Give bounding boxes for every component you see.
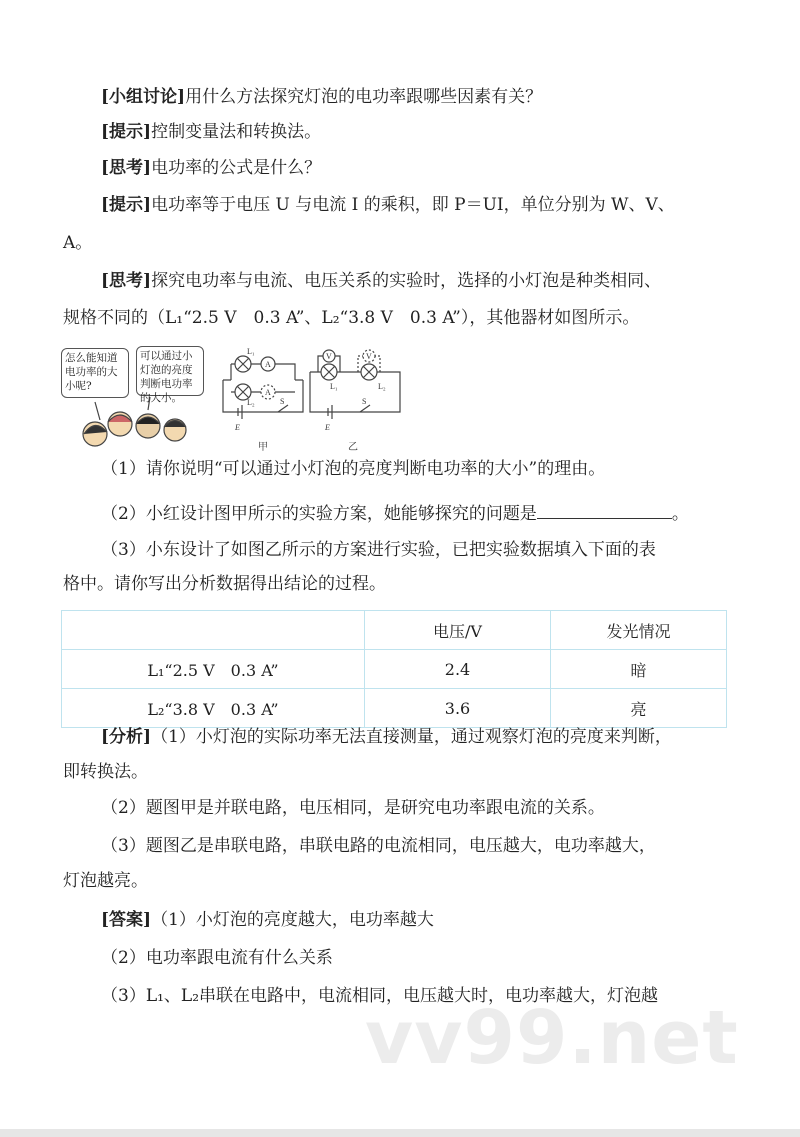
header-cell: 电压/V (365, 611, 551, 650)
analysis-3-continuation: 灯泡越亮。 (63, 871, 148, 891)
source-label: E (325, 423, 330, 432)
cell: L₁“2.5 V 0.3 A” (62, 650, 365, 689)
l1-label: L₁ (247, 347, 255, 356)
experiment-figure (60, 342, 420, 460)
voltmeter-label: V (366, 352, 372, 361)
text: 探究电功率与电流、电压关系的实验时，选择的小灯泡是种类相同、 (151, 271, 662, 291)
figure-jia-label: 甲 (258, 442, 268, 453)
question-3: （3）小东设计了如图乙所示的方案进行实验，已把实验数据填入下面的表 (101, 540, 656, 560)
header-cell: 发光情况 (551, 611, 727, 650)
text: 。 (671, 504, 689, 524)
l2-label: L₂ (378, 382, 386, 391)
source-label: E (235, 423, 240, 432)
text: 电功率等于电压 U 与电流 I 的乘积，即 P＝UI，单位分别为 W、V、 (151, 195, 675, 215)
watermark: vv99.net (365, 995, 739, 1081)
header-cell (62, 611, 365, 650)
hint-continuation: A。 (63, 233, 93, 253)
answer-3: （3）L₁、L₂串联在电路中，电流相同，电压越大时，电功率越大，灯泡越 (101, 986, 659, 1006)
switch-label: S (280, 397, 285, 406)
analysis-2: （2）题图甲是并联电路，电压相同，是研究电功率跟电流的关系。 (101, 798, 605, 818)
hint-line-2 (63, 187, 781, 224)
analysis-1-continuation: 即转换法。 (63, 762, 148, 782)
think-line-2 (63, 263, 781, 300)
cell: L₂“3.8 V 0.3 A” (62, 689, 365, 728)
tag: [分析] (101, 727, 152, 747)
l2-label: L₂ (247, 398, 255, 407)
speech-bubble-answer: 可以通过小灯泡的亮度判断电功率的大小。 (136, 346, 204, 396)
tag: [思考] (101, 158, 152, 178)
think-line (63, 150, 781, 187)
tag: [思考] (101, 271, 152, 291)
question-2 (63, 496, 781, 533)
voltmeter-label: V (326, 352, 332, 361)
analysis-1 (63, 719, 781, 756)
text: 控制变量法和转换法。 (151, 122, 322, 142)
tag: [提示] (101, 122, 152, 142)
tag: [提示] (101, 195, 152, 215)
cell: 2.4 (365, 650, 551, 689)
text: 用什么方法探究灯泡的电功率跟哪些因素有关？ (185, 87, 543, 107)
cell: 3.6 (365, 689, 551, 728)
hint-line (63, 114, 781, 151)
cell: 亮 (551, 689, 727, 728)
analysis-3: （3）题图乙是串联电路，串联电路的电流相同，电压越大，电功率越大， (101, 836, 656, 856)
discussion-line (63, 79, 781, 116)
text: （2）小红设计图甲所示的实验方案，她能够探究的问题是 (101, 504, 537, 524)
text: （1）小灯泡的亮度越大，电功率越大 (151, 910, 434, 930)
answer-2: （2）电功率跟电流有什么关系 (101, 948, 333, 968)
l1-label: L₁ (330, 382, 338, 391)
cell: 暗 (551, 650, 727, 689)
data-table (61, 610, 727, 728)
think-continuation: 规格不同的（L₁“2.5 V 0.3 A”、L₂“3.8 V 0.3 A”），其他器材如图所示。 (63, 308, 640, 328)
question-1: （1）请你说明“可以通过小灯泡的亮度判断电功率的大小”的理由。 (101, 459, 606, 479)
figure-yi-label: 乙 (348, 442, 358, 453)
text: （1）小灯泡的实际功率无法直接测量，通过观察灯泡的亮度来判断， (151, 727, 672, 747)
text: 电功率的公式是什么？ (151, 158, 322, 178)
ammeter-label: A (265, 388, 271, 397)
tag: [答案] (101, 910, 152, 930)
answer-1 (63, 902, 781, 939)
table-row (62, 650, 727, 689)
ammeter-label: A (265, 360, 271, 369)
question-3-continuation: 格中。请你写出分析数据得出结论的过程。 (63, 574, 386, 594)
tag: [小组讨论] (101, 87, 186, 107)
answer-blank[interactable] (537, 500, 672, 519)
speech-bubble-question: 怎么能知道电功率的大小呢? (61, 348, 129, 398)
switch-label: S (362, 397, 367, 406)
table-header (62, 611, 727, 650)
page-bottom-edge (0, 1129, 800, 1137)
